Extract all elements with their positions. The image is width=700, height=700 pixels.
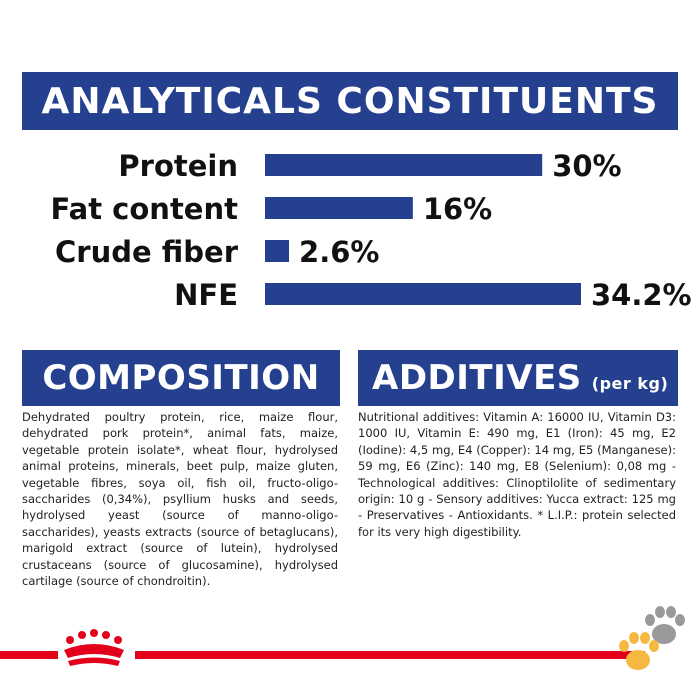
additives-subtitle: (per kg) — [591, 373, 669, 393]
analyticals-title: ANALYTICALS CONSTITUENTS — [41, 80, 659, 122]
category-label: Fat content — [50, 192, 238, 226]
category-label: Protein — [118, 149, 238, 183]
additives-title: ADDITIVES — [372, 358, 582, 398]
value-label: 16% — [422, 192, 493, 226]
bar — [265, 240, 289, 262]
royal-canin-crown-logo — [56, 628, 132, 672]
value-label: 2.6% — [299, 235, 380, 269]
bar — [265, 197, 413, 219]
analyticals-banner — [22, 72, 678, 130]
composition-title: COMPOSITION — [42, 358, 320, 398]
bar — [265, 283, 581, 305]
category-label: NFE — [174, 278, 238, 312]
additives-banner — [358, 350, 678, 406]
bar — [265, 154, 542, 176]
paw-prints-icon — [612, 600, 692, 680]
composition-banner — [22, 350, 340, 406]
composition-text: Dehydrated poultry protein, rice, maize flour, dehydrated pork protein*, animal fats, maize, vegetable protein isolate*, wheat flour, hydrolysed animal proteins, minerals, beet pulp, maize gluten, vegetable fibres, soya oil, fish oil, fructo-oligo-saccharides (0,34%), psyllium husks and seeds, hydrolysed yeast (source of manno-oligo-saccharides), yeasts extracts (source of betaglucans), marigold extract (source of lutein), hydrolysed crustaceans (source of glucosamine), hydrolysed cartilage (source of chondroitin). — [22, 410, 338, 589]
value-label: 30% — [552, 149, 622, 183]
additives-text: Nutritional additives: Vitamin A: 16000 IU, Vitamin D3: 1000 IU, Vitamin E: 490 mg, E1 (Iron): 45 mg, E2 (Iodine): 4,5 mg, E4 (Copper): 14 mg, E5 (Manganese): 59 mg, E6 (Zinc): 140 mg, E8 (Selenium): 0,08 mg - Technological additives: Clinoptilolite of sedimentary origin: 10 g - Sensory additives: Yucca extract: 125 mg - Preservatives - Antioxidants. * L.I.P.: protein selected for its very high digestibility. — [358, 410, 676, 539]
category-label: Crude fiber — [55, 235, 238, 269]
analyticals-bar-chart — [0, 140, 700, 320]
value-label: 34.2% — [591, 278, 692, 312]
